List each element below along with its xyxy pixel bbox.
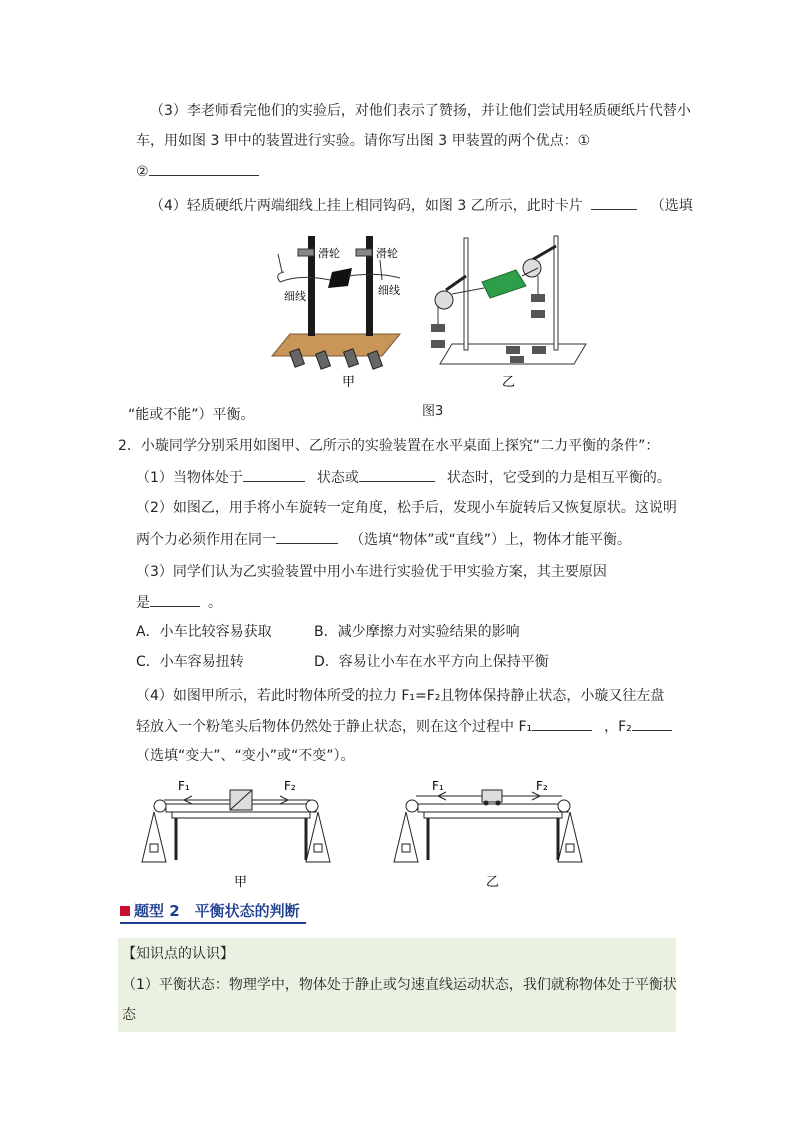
red-square-icon	[120, 906, 130, 916]
label-jia-2: 甲	[234, 875, 248, 890]
answer-blank	[149, 161, 259, 176]
q1-part4-line1	[150, 195, 693, 216]
q2-part2-line1: （2）如图乙，用手将小车旋转一定角度，松手后，发现小车旋转后又恢复原状。这说明	[136, 500, 677, 516]
answer-marker-2: ②	[136, 164, 149, 180]
yi-right-weight-2	[531, 310, 545, 318]
q1-part4-line2: “能或不能”）平衡。	[128, 407, 255, 423]
answer-blank	[276, 529, 338, 544]
f1-label-yi: F₁	[432, 779, 444, 793]
yi-right-weight-1	[531, 294, 545, 302]
knowledge-box-title: 【知识点的认识】	[122, 946, 234, 962]
section-heading: 题型 2 平衡状态的判断	[120, 900, 300, 921]
answer-blank	[591, 195, 637, 210]
answer-blank	[150, 592, 200, 607]
left-stand	[464, 238, 468, 350]
string-right-label: 细线	[378, 284, 400, 297]
left-pulley	[298, 249, 314, 256]
label-yi: 乙	[502, 375, 516, 390]
q2-part4-line2: 轻放入一个粉笔头后物体仍然处于静止状态，则在这个过程中 F₁ ，F₂	[136, 716, 672, 737]
heading-underline	[120, 922, 306, 924]
answer-blank	[243, 467, 305, 482]
string-left-label: 细线	[284, 290, 306, 303]
q1-part4-text: （4）轻质硬纸片两端细线上挂上相同钩码，如图 3 乙所示，此时卡片	[150, 198, 583, 214]
q2-part4-line1: （4）如图甲所示，若此时物体所受的拉力 F₁=F₂且物体保持静止状态，小璇又往左盘	[136, 688, 665, 704]
q2-stem: 2．小璇同学分别采用如图甲、乙所示的实验装置在水平桌面上探究“二力平衡的条件”：	[118, 438, 660, 454]
figure-3-caption: 图3	[422, 404, 444, 419]
right-pulley	[356, 249, 372, 256]
q2-part1: （1）当物体处于 状态或 状态时，它受到的力是相互平衡的。	[136, 467, 671, 488]
pulley-right-label: 滑轮	[376, 247, 398, 260]
cart-yi	[482, 790, 502, 802]
option-b: B．减少摩擦力对实验结果的影响	[314, 624, 520, 640]
option-d: D．容易让小车在水平方向上保持平衡	[314, 654, 549, 670]
table-jia	[142, 779, 330, 890]
green-card	[482, 270, 526, 298]
f1-label-jia: F₁	[178, 779, 190, 793]
option-a: A．小车比较容易获取	[136, 624, 272, 640]
f2-label-yi: F₂	[536, 779, 548, 793]
f2-label-jia: F₂	[284, 779, 296, 793]
q1-part3-text: 车，用如图 3 甲中的装置进行实验。请你写出图 3 甲装置的两个优点：①	[136, 133, 591, 149]
q1-part4-end: （选填	[650, 198, 693, 214]
q2-part4-line3: （选填“变大”、“变小”或“不变”）。	[136, 748, 355, 764]
string-left-end	[278, 254, 282, 272]
q1-part3-line2	[136, 131, 590, 151]
answer-blank	[359, 467, 435, 482]
q2-part3-line1: （3）同学们认为乙实验装置中用小车进行实验优于甲实验方案，其主要原因	[136, 564, 607, 580]
label-jia: 甲	[342, 375, 356, 390]
answer-blank	[632, 716, 672, 731]
card	[328, 268, 352, 288]
right-pan	[306, 812, 330, 862]
yi-left-weight-1	[431, 324, 445, 332]
pulley-left-label: 滑轮	[318, 247, 340, 260]
right-stand	[554, 236, 558, 350]
knowledge-line-1: （1）平衡状态：物理学中，物体处于静止或匀速直线运动状态，我们就称物体处于平衡状	[122, 977, 677, 993]
figure-3	[270, 224, 600, 424]
q1-part3-line1: （3）李老师看完他们的实验后，对他们表示了赞扬，并让他们尝试用轻质硬纸片代替小	[150, 103, 691, 119]
table-yi	[394, 779, 582, 890]
figure-tables	[136, 774, 596, 894]
option-c: C．小车容易扭转	[136, 654, 244, 670]
label-yi-2: 乙	[486, 875, 500, 890]
yi-left-weight-2	[431, 340, 445, 348]
knowledge-line-2: 态	[122, 1007, 136, 1023]
q2-part3-line2: 是 。	[136, 592, 222, 613]
answer-blank	[532, 716, 592, 731]
left-pan	[142, 812, 166, 862]
q2-part2-line2: 两个力必须作用在同一 （选填“物体”或“直线”）上，物体才能平衡。	[136, 529, 631, 550]
q1-part3-line3	[136, 161, 259, 182]
